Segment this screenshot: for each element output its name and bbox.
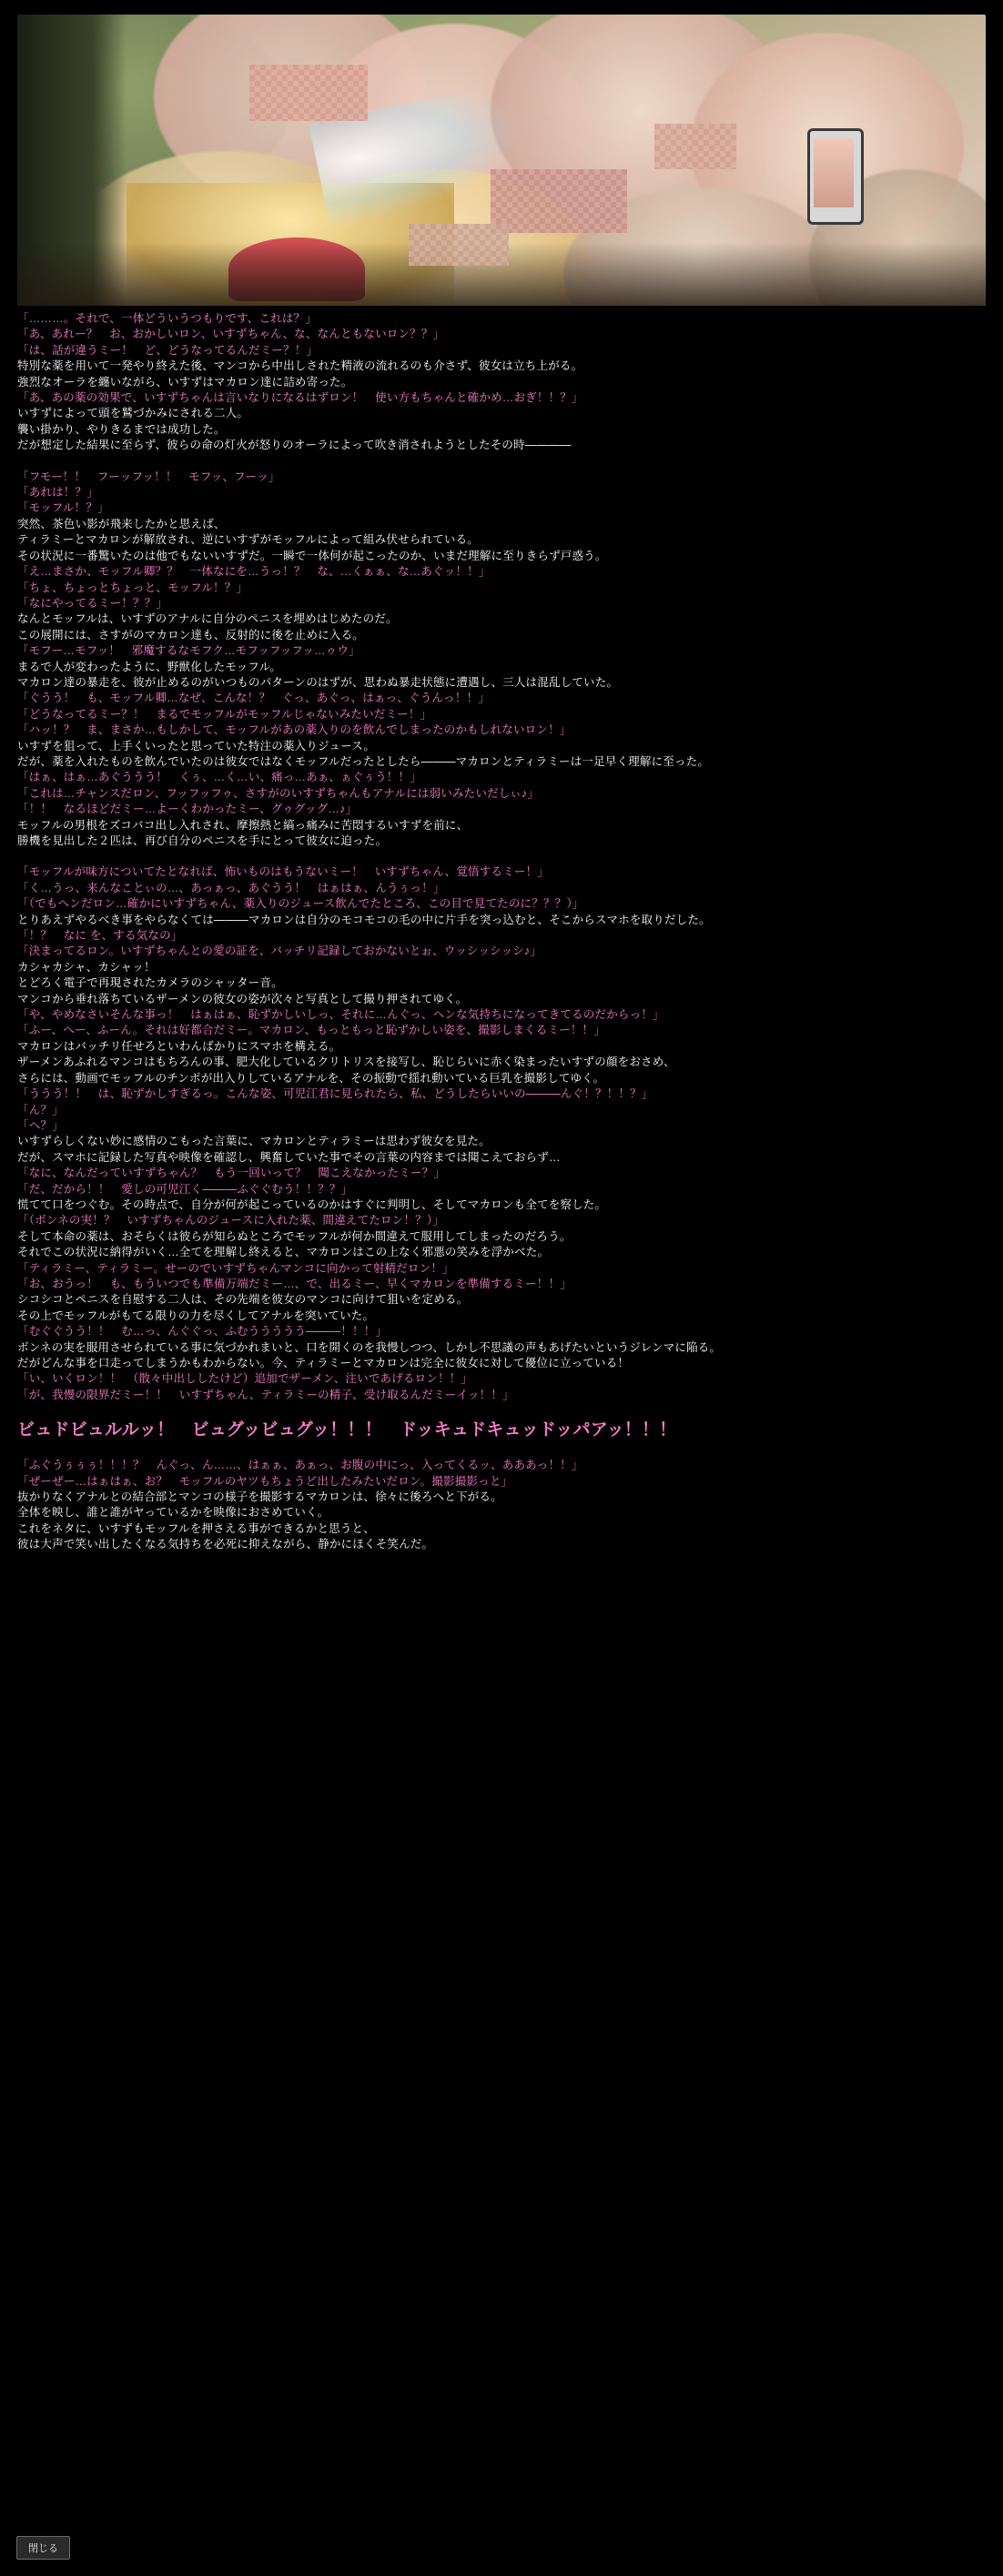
story-line: ボンネの実を服用させられている事に気づかれまいと、口を開くのを我慢しつつ、しかし不思議の声もあげたいというジレンマに陥る。 bbox=[17, 1340, 722, 1354]
story-line: この展開には、さすがのマカロン達も、反射的に後を止めに入る。 bbox=[17, 628, 365, 641]
story-line: 「モフー…モフッ！ 邪魔するなモフク…モフッフッフッ…ゥウ」 bbox=[17, 644, 360, 658]
story-line: そして本命の薬は、おそらくは彼らが知らぬところでモッフルが何か間違えて服用してしまったのだろう。 bbox=[17, 1229, 572, 1243]
mosaic-censor bbox=[249, 65, 368, 121]
story-line: 「お、おうっ！ も、もういつでも準備万端だミー…、で、出るミー、早くマカロンを準備するミー！！」 bbox=[17, 1277, 572, 1290]
story-line: 「く…うっ、来んなことぃの…、あっぁっ、あぐうう！ はぁはぁ、んうぅっ！」 bbox=[17, 881, 445, 894]
story-line: その状況に一番驚いたのは他でもないいすずだ。一瞬で一体何が起こったのか、いまだ理解に至りきらず戸惑う。 bbox=[17, 549, 607, 562]
story-line: とどろく電子で再現されたカメラのシャッター音。 bbox=[17, 976, 283, 990]
story-line: 襲い掛かり、やりきるまでは成功した。 bbox=[17, 422, 226, 436]
story-line: 「ふぐうぅぅぅ！！！？ んぐっ、ん……、はぁぁ、あぁっ、お腹の中にっ、入ってくるッ、あああっ！！」 bbox=[17, 1459, 583, 1472]
story-line: 「は、話が違うミー！ ど、どうなってるんだミー？！」 bbox=[17, 343, 319, 357]
story-line: とりあえずやるべき事をやらなくては―――マカロンは自分のモコモコの毛の中に片手を突っ込むと、そこからスマホを取りだした。 bbox=[17, 913, 711, 926]
story-line: 「ううう！！ は、恥ずかしすぎるっ。こんな姿、可児江君に見られたら、私、どうしたらいいの―――んぐ！？！！？」 bbox=[17, 1087, 653, 1101]
story-line: いすずを狙って、上手くいったと思っていた特注の薬入りジュース。 bbox=[17, 739, 376, 753]
story-line: 「………。それで、一体どういうつもりです、これは？」 bbox=[17, 312, 317, 325]
smartphone bbox=[807, 128, 864, 225]
story-line: 「ハッ！？ ま、まさか…もしかして、モッフルがあの薬入りのを飲んでしまったのかもしれないロン！」 bbox=[17, 723, 572, 737]
story-line: 「決まってるロン。いすずちゃんとの愛の証を、バッチリ記録しておかないとぉ、ウッシッシッシ♪」 bbox=[17, 945, 542, 958]
story-line: 強烈なオーラを纏いながら、いすずはマカロン達に詰め寄った。 bbox=[17, 375, 353, 389]
story-line: マカロン達の暴走を、彼が止めるのがいつものパターンのはずが、思わぬ暴走状態に遭遇し、三人は混乱していた。 bbox=[17, 675, 619, 689]
mosaic-censor bbox=[491, 169, 627, 233]
story-line: 「なに、なんだっていすずちゃん？ もう一回いって？ 聞こえなかったミー？」 bbox=[17, 1167, 446, 1180]
story-line: だがどんな事を口走ってしまうかもわからない。今、ティラミーとマカロンは完全に彼女に対して優位に立っている！ bbox=[17, 1357, 630, 1369]
story-line: 「フモー！！ フーッフッ！！ モフッ、フーッ」 bbox=[17, 470, 280, 483]
mosaic-censor bbox=[409, 224, 509, 266]
paragraph-spacer bbox=[17, 454, 986, 470]
story-line: 「はぁ、はぁ…あぐううう！ くぅ、…く…い、痛っ…あぁ、ぁぐぅう！！」 bbox=[17, 771, 421, 784]
story-line: 「が、我慢の限界だミー！！ いすずちゃん、ティラミーの精子、受け取るんだミーイッ！！」 bbox=[17, 1388, 514, 1401]
story-line: 「ティラミー、ティラミー。せーのでいすずちゃんマンコに向かって射精だロン！」 bbox=[17, 1261, 454, 1275]
story-line: 「なにやってるミー！？？」 bbox=[17, 596, 168, 610]
story-line: 「ぐうう！ も、モッフル卿…なぜ、こんな！？ ぐっ、あぐっ、はぁっ、ぐうんっ！！」 bbox=[17, 692, 490, 705]
scene-illustration bbox=[17, 15, 986, 306]
story-line: 勝機を見出した２匹は、再び自分のペニスを手にとって彼女に迫った。 bbox=[17, 834, 388, 847]
story-line: 特別な薬を用いて一発やり終えた後、マンコから中出しされた精液の流れるのも介さず、彼女は立ち上がる。 bbox=[17, 359, 583, 373]
close-button[interactable]: 閉じる bbox=[16, 2536, 70, 2560]
story-line: 慌てて口をつぐむ。その時点で、自分が何が起こっているのかはすぐに判明し、そしてマカロンも全てを察した。 bbox=[17, 1197, 607, 1211]
story-line: 「どうなってるミー？！ まるでモッフルがモッフルじゃないみたいだミー！」 bbox=[17, 707, 432, 721]
smartphone-screen bbox=[814, 138, 854, 207]
story-line: 「むぐぐうう！！ む…っ、んぐぐっ、ふむううううう―――！！！」 bbox=[17, 1325, 388, 1339]
story-line: いすずらしくない妙に感情のこもった言葉に、マカロンとティラミーは思わず彼女を見た。 bbox=[17, 1135, 491, 1148]
story-line: これをネタに、いすずもモッフルを押さえる事ができるかと思うと、 bbox=[17, 1521, 375, 1535]
story-line: 全体を映し、誰と誰がヤっているかを映像におさめていく。 bbox=[17, 1506, 329, 1520]
story-line: 「（ボンネの実！？ いすずちゃんのジュースに入れた薬、間違えてたロン！？）」 bbox=[17, 1214, 444, 1227]
story-line: その上でモッフルがもてる限りの力を尽くしてアナルを突いていた。 bbox=[17, 1308, 375, 1322]
story-line: 「あ、あれー？ お、おかしいロン、いすずちゃん、な、なんともないロン？？」 bbox=[17, 328, 445, 341]
story-line: 「あれは！？」 bbox=[17, 486, 98, 500]
story-line: 「モッフル！？」 bbox=[17, 501, 109, 515]
story-line: なんとモッフルは、いすずのアナルに自分のペニスを埋めはじめたのだ。 bbox=[17, 612, 398, 626]
story-line: 「え…まさか、モッフル卿？？ 一体なにを…うっ！？ な、…くぁぁ、な…あぐッ！！」 bbox=[17, 565, 491, 579]
story-line: 「これは…チャンスだロン、フッフッフゥ、さすがのいすずちゃんもアナルには弱いみたいだしぃ♪」 bbox=[17, 786, 540, 800]
story-line: シコシコとペニスを自慰する二人は、その先端を彼女のマンコに向けて狙いを定める。 bbox=[17, 1293, 469, 1307]
story-line: 「ん？」 bbox=[17, 1103, 64, 1116]
story-line: さらには、動画でモッフルのチンポが出入りしているアナルを、その振動で揺れ動いている巨乳を撮影してゆく。 bbox=[17, 1071, 605, 1085]
story-line: 「だ、だから！！ 愛しの可児江く―――ふぐぐむう！！？？」 bbox=[17, 1182, 353, 1196]
story-line: マンコから垂れ落ちているザーメンの彼女の姿が次々と写真として撮り押されてゆく。 bbox=[17, 992, 468, 1005]
story-line: ティラミーとマカロンが解放され、逆にいすずがモッフルによって組み伏せられている。 bbox=[17, 533, 480, 547]
story-line: だが想定した結果に至らず、彼らの命の灯火が怒りのオーラによって吹き消されようとしたその時―――― bbox=[17, 439, 572, 452]
paragraph-spacer bbox=[17, 1442, 986, 1458]
story-line: 突然、茶色い影が飛来したかと思えば、 bbox=[17, 517, 226, 530]
mosaic-censor bbox=[654, 124, 736, 169]
story-line: 「ふー、へー、ふーん。それは好都合だミー。マカロン、もっともっと恥ずかしい姿を、撮影しまくるミー！！」 bbox=[17, 1024, 605, 1037]
story-line: 「あ、あの薬の効果で、いすずちゃんは言いなりになるはずロン！ 使い方もちゃんと確かめ…おぎ！！？」 bbox=[17, 391, 583, 405]
story-line: モッフルの男根をズコバコ出し入れされ、摩擦熱と縞っ痛みに苦悶するいすずを前に、 bbox=[17, 818, 469, 832]
story-line: カシャカシャ、カシャッ！ bbox=[17, 960, 156, 974]
story-line: ビュドビュルルッ！ ビュグッビュグッ！！！ ドッキュドキュッドッパアッ！！！ bbox=[17, 1420, 677, 1440]
story-line: 「モッフルが味方についてたとなれば、怖いものはもうないミー！ いすずちゃん、覚悟するミー！」 bbox=[17, 865, 549, 879]
story-line: 「！！ なるほどだミー…よーくわかったミー、グゥグッグ…♪」 bbox=[17, 803, 358, 816]
story-line: ザーメンあふれるマンコはもちろんの事、肥大化しているクリトリスを接写し、恥じらいに赤く染まったいすずの顔をおさめ、 bbox=[17, 1056, 675, 1069]
story-line: 「や、やめなさいそんな事っ！ はぁはぁ、恥ずかしいしっ、それに…んぐっ、ヘンな気持ちになってきてるのだからっ！」 bbox=[17, 1008, 664, 1022]
story-line: いすずによって頭を鷲づかみにされる二人。 bbox=[17, 407, 249, 420]
story-line: 「ヘ？」 bbox=[17, 1118, 64, 1132]
story-line: だが、薬を入れたものを飲んでいたのは彼女ではなくモッフルだったとしたら―――マカロンとティラミーは一足早く理解に至った。 bbox=[17, 754, 710, 768]
story-line: 「ぜーぜー…はぁはぁ、お？ モッフルのヤツもちょうど出したみたいだロン。撮影撮影っと」 bbox=[17, 1474, 513, 1488]
footer-bar bbox=[16, 2536, 985, 2563]
paragraph-spacer bbox=[17, 849, 986, 864]
story-line: 抜かりなくアナルとの結合部とマンコの様子を撮影するマカロンは、徐々に後ろへと下がる。 bbox=[17, 1490, 502, 1504]
story-line: 「！？ なに を、する気なの」 bbox=[17, 929, 183, 943]
story-line: マカロンはバッチリ任せろといわんばかりにスマホを構える。 bbox=[17, 1039, 341, 1053]
story-line: それでこの状況に納得がいく…全てを理解し終えると、マカロンはこの上なく邪悪の笑みを浮かべた。 bbox=[17, 1246, 550, 1259]
story-line: 「ちょ、ちょっとちょっと、モッフル！？」 bbox=[17, 581, 248, 594]
story-line: 「い、いくロン！！ （散々中出ししたけど）追加でザーメン、注いであげるロン！！」 bbox=[17, 1372, 473, 1386]
story-line: だが、スマホに記録した写真や映像を確認し、興奮していた事でその言葉の内容までは聞こえておらず… bbox=[17, 1150, 561, 1164]
story-line: まるで人が変わったように、野獣化したモッフル。 bbox=[17, 660, 281, 673]
story-line: 「（でもヘンだロン…確かにいすずちゃん、薬入りのジュース飲んでたところ、この目で見てたのに？？？）」 bbox=[17, 897, 584, 911]
paragraph-spacer bbox=[17, 1403, 986, 1419]
story-text bbox=[17, 311, 986, 1553]
story-line: 彼は大声で笑い出したくなる気持ちを必死に抑えながら、静かにほくそ笑んだ。 bbox=[17, 1538, 434, 1551]
